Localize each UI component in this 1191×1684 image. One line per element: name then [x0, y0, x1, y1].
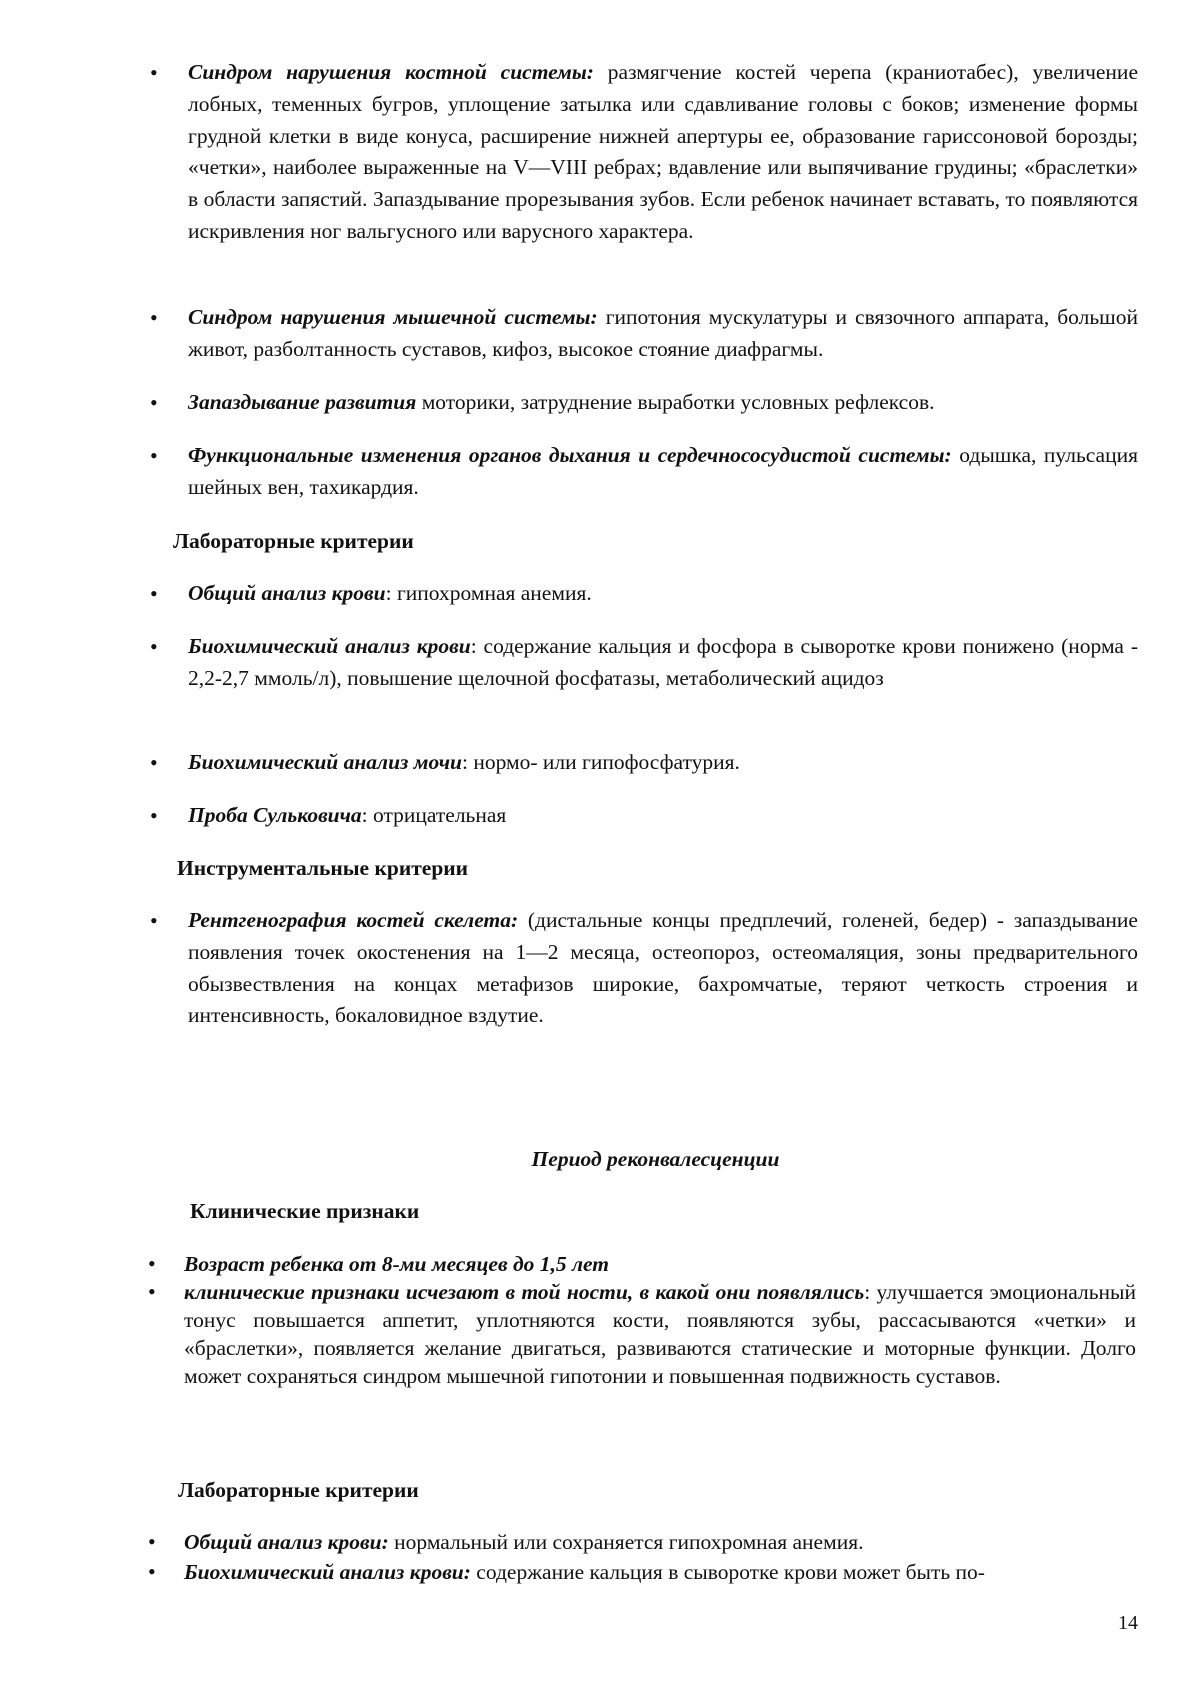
bullet-item-signs-disappear	[148, 1278, 1136, 1390]
bullet-item-delay	[150, 387, 1138, 419]
item-lead: Общий анализ крови:	[184, 1530, 389, 1554]
bullet-icon: •	[148, 1279, 156, 1304]
bullet-item-xray	[150, 905, 1138, 1032]
bullet-item-cbc-2	[148, 1528, 1136, 1556]
bullet-item-bone-syndrome	[150, 57, 1138, 248]
bullet-icon: •	[150, 908, 158, 933]
bullet-item-biochem-blood	[150, 631, 1138, 695]
section-heading-clinical: Клинические признаки	[190, 1199, 420, 1223]
item-text: нормальный или сохраняется гипохромная анемия.	[388, 1530, 864, 1554]
bullet-icon: •	[150, 750, 158, 775]
section-heading-instrumental: Инструментальные критерии	[177, 856, 469, 880]
bullet-item-muscle-syndrome	[150, 302, 1138, 366]
item-text: : гипохромная анемия.	[385, 581, 592, 605]
bullet-item-sulkovich	[150, 800, 1138, 832]
bullet-icon: •	[150, 803, 158, 828]
period-title: Период реконвалесценции	[531, 1147, 780, 1171]
bullet-icon: •	[150, 305, 158, 330]
item-lead: Биохимический анализ крови	[188, 634, 471, 658]
item-lead: Общий анализ крови	[188, 581, 386, 605]
item-text: : содержание кальция и фосфора в сыворотке крови понижено (норма - 2,2-2,7 ммоль/л), повышение щелочной фосфатазы, метаболический ацидоз	[188, 634, 1138, 690]
bullet-item-biochem-blood-2	[148, 1558, 1136, 1586]
bullet-item-functional	[150, 440, 1138, 504]
item-lead: Синдром нарушения мышечной системы:	[188, 305, 598, 329]
bullet-icon: •	[148, 1529, 156, 1554]
page-number: 14	[1118, 1612, 1138, 1634]
section-heading-lab-1: Лабораторные критерии	[173, 529, 414, 553]
bullet-icon: •	[150, 581, 158, 606]
bullet-item-biochem-urine	[150, 747, 1138, 779]
bullet-icon: •	[150, 390, 158, 415]
item-lead: клинические признаки исчезают в той ности, в какой они появлялись	[184, 1280, 865, 1304]
item-lead: Синдром нарушения костной системы:	[188, 60, 594, 84]
item-lead: Проба Сульковича	[188, 803, 362, 827]
bullet-item-cbc	[150, 578, 1138, 610]
item-text: моторики, затруднение выработки условных рефлексов.	[416, 390, 935, 414]
item-text: (дистальные концы предплечий, голеней, бедер) - запаздывание появления точек окостенения на 1—2 месяца, остеопороз, остеомаляция, зоны предварительного обызвествления на концах метафизов широкие, бахромчатые, теряют четкость строения и интенсивность, бокаловидное вздутие.	[188, 908, 1138, 1028]
bullet-icon: •	[148, 1559, 156, 1584]
item-text: : отрицательная	[361, 803, 507, 827]
item-text: одышка, пульсация шейных вен, тахикардия.	[188, 443, 1139, 499]
item-lead: Биохимический анализ мочи	[188, 750, 462, 774]
item-lead: Возраст ребенка от 8-ми месяцев до 1,5 лет	[184, 1252, 610, 1276]
item-lead: Функциональные изменения органов дыхания и сердечнососудистой системы:	[188, 443, 952, 467]
item-text: : нормо- или гипофосфатурия.	[461, 750, 740, 774]
bullet-icon: •	[150, 634, 158, 659]
item-lead: Запаздывание развития	[188, 390, 417, 414]
bullet-icon: •	[148, 1251, 156, 1276]
item-lead: Биохимический анализ крови:	[184, 1560, 471, 1584]
bullet-icon: •	[150, 60, 158, 85]
item-text: размягчение костей черепа (краниотабес), увеличение лобных, теменных бугров, уплощение затылка или сдавливание головы с боков; изменение формы грудной клетки в виде конуса, расширение нижней апертуры ее, образование гариссоновой борозды; «четки», наиболее выраженные на V—VIII ребрах; вдавление или выпячивание грудины; «браслетки» в области запястий. Запаздывание прорезывания зубов. Если ребенок начинает вставать, то появляются искривления ног вальгусного или варусного характера.	[188, 60, 1138, 243]
section-heading-lab-2: Лабораторные критерии	[178, 1478, 419, 1502]
item-text: : улучшается эмоциональный тонус повышается аппетит, уплотняются кости, появляются зубы, рассасываются «четки» и «браслетки», появляется желание двигаться, развиваются статические и моторные функции. Долго может сохраняться синдром мышечной гипотонии и повышенная подвижность суставов.	[184, 1280, 1136, 1388]
bullet-item-age	[148, 1250, 1136, 1278]
item-text: гипотония мускулатуры и связочного аппарата, большой живот, разболтанность суставов, кифоз, высокое стояние диафрагмы.	[188, 305, 1138, 361]
item-lead: Рентгенография костей скелета:	[188, 908, 519, 932]
bullet-icon: •	[150, 443, 158, 468]
item-text: содержание кальция в сыворотке крови может быть по-	[470, 1560, 985, 1584]
